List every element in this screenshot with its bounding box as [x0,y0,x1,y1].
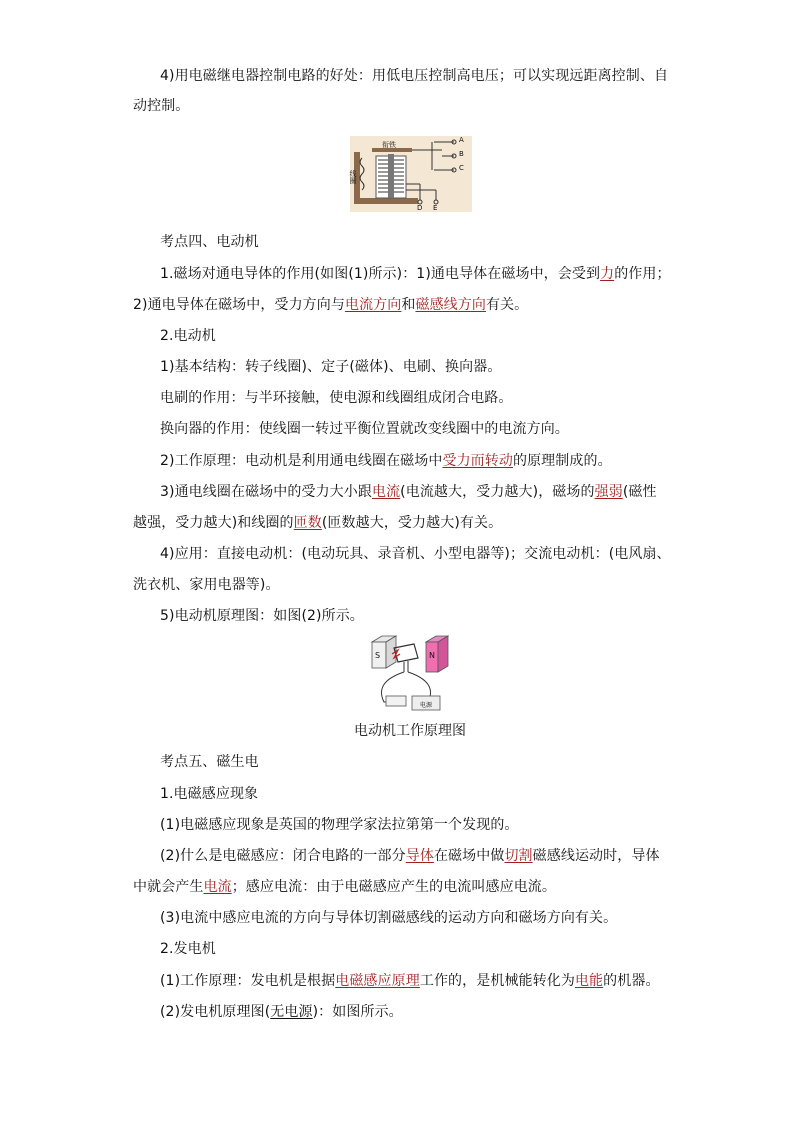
section4-p4: 电刷的作用：与半环接触，使电源和线圈组成闭合电路。 [160,390,513,406]
relay-benefit-line2: 动控制。 [133,98,190,114]
answer-underline: 强弱 [594,484,623,500]
section5-p6 [160,971,660,991]
text: 的机器。 [603,973,660,989]
text: 越强，受力越大)和线圈的 [133,515,294,531]
text: 在磁场中做 [433,848,505,864]
text: ；感应电流：由于电磁感应产生的电流叫感应电流。 [231,879,557,895]
answer-underline: 受力而转动 [442,453,513,469]
answer-underline: 电流方向 [344,297,402,313]
text: 和 [401,297,416,313]
text: 1.磁场对通电导体的作用(如图(1)所示)：1)通电导体在磁场中，会受到 [160,266,601,282]
text: 的作用； [614,266,671,282]
relay-terminal-e: E [433,204,438,212]
section4-p5: 换向器的作用：使线圈一转过平衡位置就改变线圈中的电流方向。 [160,421,569,437]
text: 3)通电线圈在磁场中的受力大小跟 [160,484,372,500]
section5-p1: 1.电磁感应现象 [160,786,259,802]
text: (1)工作原理：发电机是根据 [160,973,336,989]
relay-base [354,198,418,204]
section4-p1b [133,295,528,315]
relay-terminal-a: A [459,136,464,144]
answer-underline: 力 [600,266,615,282]
section4-heading: 考点四、电动机 [160,234,259,250]
section5-p3 [160,846,660,866]
answer-underline: 切割 [504,848,533,864]
battery-label: 电源 [420,702,433,709]
relay-benefit-line1: 4)用电磁继电器控制电路的好处：用低电压控制高电压；可以实现远距离控制、自 [160,68,669,84]
text: (磁性 [622,484,657,500]
text: 的原理制成的。 [512,453,612,469]
text: 2)通电导体在磁场中，受力方向与 [133,297,345,313]
section4-p7b [133,513,502,533]
relay-label-coil: 线圈 [349,170,357,184]
text: 工作的，是机械能转化为 [419,973,575,989]
relay-terminal-b: B [459,150,464,158]
section5-p2: (1)电磁感应现象是英国的物理学家法拉第第一个发现的。 [160,817,519,833]
motor-diagram [368,632,450,716]
text: 中就会产生 [133,879,204,895]
section4-p8b: 洗衣机、家用电器等)。 [133,577,280,593]
section5-p3b [133,877,556,897]
section4-p7 [160,482,657,502]
text: 磁感线运动时，导体 [532,848,660,864]
text: (2)什么是电磁感应：闭合电路的一部分 [160,848,406,864]
coil-loop [394,644,418,662]
text: (电流越大，受力越大)，磁场的 [400,484,595,500]
answer-underline: 匝数 [293,515,322,531]
underlined-text: 无电源 [270,1004,313,1020]
relay-terminal-c: C [459,164,464,172]
section5-heading: 考点五、磁生电 [160,754,259,770]
answer-underline: 电磁感应原理 [335,973,420,989]
answer-underline: 电流 [371,484,401,500]
relay-terminal-d: D [417,204,423,212]
text: 2)工作原理：电动机是利用通电线圈在磁场中 [160,453,443,469]
motor-figure [368,632,450,716]
section4-p2: 2.电动机 [160,328,216,344]
text: 有关。 [485,297,529,313]
magnet-n-label: N [429,651,435,660]
magnet-s-label: S [375,651,381,660]
section5-p4: (3)电流中感应电流的方向与导体切割磁感线的运动方向和磁场方向有关。 [160,910,618,926]
section4-p6 [160,451,612,471]
answer-underline: 电能 [574,973,604,989]
section4-p1 [160,264,671,284]
answer-underline: 磁感线方向 [415,297,486,313]
text: )：如图所示。 [312,1004,403,1020]
section5-p5: 2.发电机 [160,941,216,957]
section5-p7 [160,1002,403,1022]
answer-underline: 导体 [405,848,434,864]
section4-p8: 4)应用：直接电动机：(电动玩具、录音机、小型电器等)；交流电动机：(电风扇、 [160,546,671,562]
answer-underline: 电流 [203,879,232,895]
switch [386,696,406,706]
motor-figure-caption: 电动机工作原理图 [354,723,466,739]
relay-label-armature: 衔铁 [382,141,396,149]
text: (匝数越大，受力越大)有关。 [321,515,503,531]
section4-p9: 5)电动机原理图：如图(2)所示。 [160,608,364,624]
text: (2)发电机原理图( [160,1004,271,1020]
relay-diagram [348,134,474,214]
section4-p3: 1)基本结构：转子线圈)、定子(磁体)、电刷、换向器。 [160,359,502,375]
relay-figure [348,134,474,214]
